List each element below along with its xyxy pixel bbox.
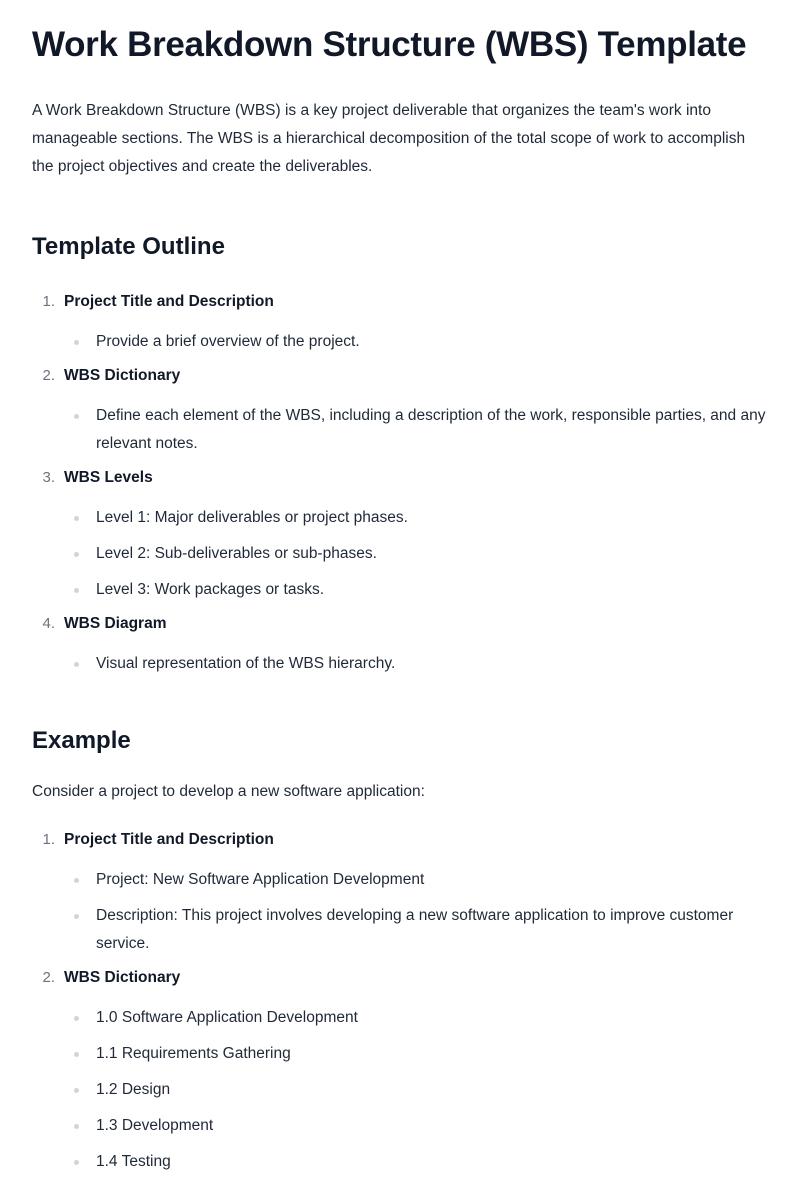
bullet-item <box>64 1148 768 1176</box>
page-title: Work Breakdown Structure (WBS) Template <box>32 25 747 64</box>
bullet-text: Level 2: Sub-deliverables or sub-phases. <box>96 545 377 562</box>
bullet-text: 1.2 Design <box>96 1081 171 1098</box>
bullet-dot-icon <box>74 1160 79 1165</box>
bullet-dot-icon <box>74 1124 79 1129</box>
example-heading: Example <box>32 727 131 754</box>
bullet-item <box>64 402 768 458</box>
item-title: WBS Dictionary <box>64 969 181 986</box>
bullet-text: Level 1: Major deliverables or project phases. <box>96 509 408 526</box>
bullet-item <box>64 866 768 894</box>
item-number: 2. <box>42 367 55 384</box>
bullet-text: 1.3 Development <box>96 1117 214 1134</box>
numbered-item <box>32 288 768 356</box>
item-number: 1. <box>42 293 55 310</box>
bullet-item <box>64 650 768 678</box>
bullet-item <box>64 1040 768 1068</box>
bullet-dot-icon <box>74 1016 79 1021</box>
intro-paragraph: A Work Breakdown Structure (WBS) is a key project deliverable that organizes the team's work into manageable sections. The WBS is a hierarchical decomposition of the total scope of work to accomplish the project objectives and create the deliverables. <box>32 102 746 175</box>
bullet-dot-icon <box>74 340 79 345</box>
item-number: 1. <box>42 831 55 848</box>
bullet-dot-icon <box>74 1088 79 1093</box>
bullet-item <box>64 504 768 532</box>
bullet-item <box>64 1112 768 1140</box>
item-title: WBS Dictionary <box>64 367 181 384</box>
numbered-item <box>32 362 768 458</box>
bullet-item <box>64 328 768 356</box>
bullet-list <box>64 328 768 356</box>
bullet-item <box>64 540 768 568</box>
bullet-text: Project: New Software Application Development <box>96 871 425 888</box>
bullet-list <box>64 650 768 678</box>
bullet-text: Define each element of the WBS, including a description of the work, responsible parties, and any relevant notes. <box>96 407 766 452</box>
example-list <box>32 826 768 1176</box>
bullet-item <box>64 1004 768 1032</box>
example-lead: Consider a project to develop a new software application: <box>32 783 425 800</box>
bullet-item <box>64 902 768 958</box>
numbered-item <box>32 964 768 1176</box>
bullet-dot-icon <box>74 588 79 593</box>
bullet-list <box>64 402 768 458</box>
outline-heading: Template Outline <box>32 233 225 260</box>
bullet-dot-icon <box>74 878 79 883</box>
bullet-text: 1.0 Software Application Development <box>96 1009 358 1026</box>
numbered-item <box>32 464 768 604</box>
bullet-list <box>64 866 768 958</box>
bullet-item <box>64 1076 768 1104</box>
item-title: WBS Levels <box>64 469 153 486</box>
bullet-dot-icon <box>74 516 79 521</box>
item-number: 4. <box>42 615 55 632</box>
bullet-text: 1.4 Testing <box>96 1153 171 1170</box>
item-number: 2. <box>42 969 55 986</box>
numbered-item <box>32 826 768 958</box>
bullet-text: Visual representation of the WBS hierarchy. <box>96 655 396 672</box>
bullet-dot-icon <box>74 552 79 557</box>
bullet-text: 1.1 Requirements Gathering <box>96 1045 291 1062</box>
bullet-text: Level 3: Work packages or tasks. <box>96 581 325 598</box>
item-title: Project Title and Description <box>64 293 274 310</box>
bullet-list <box>64 504 768 604</box>
item-title: WBS Diagram <box>64 615 167 632</box>
bullet-text: Provide a brief overview of the project. <box>96 333 360 350</box>
bullet-dot-icon <box>74 914 79 919</box>
item-title: Project Title and Description <box>64 831 274 848</box>
bullet-dot-icon <box>74 1052 79 1057</box>
outline-list <box>32 288 768 678</box>
bullet-list <box>64 1004 768 1176</box>
bullet-dot-icon <box>74 414 79 419</box>
bullet-item <box>64 576 768 604</box>
bullet-text: Description: This project involves developing a new software application to improve customer service. <box>96 907 734 952</box>
item-number: 3. <box>42 469 55 486</box>
numbered-item <box>32 610 768 678</box>
bullet-dot-icon <box>74 662 79 667</box>
